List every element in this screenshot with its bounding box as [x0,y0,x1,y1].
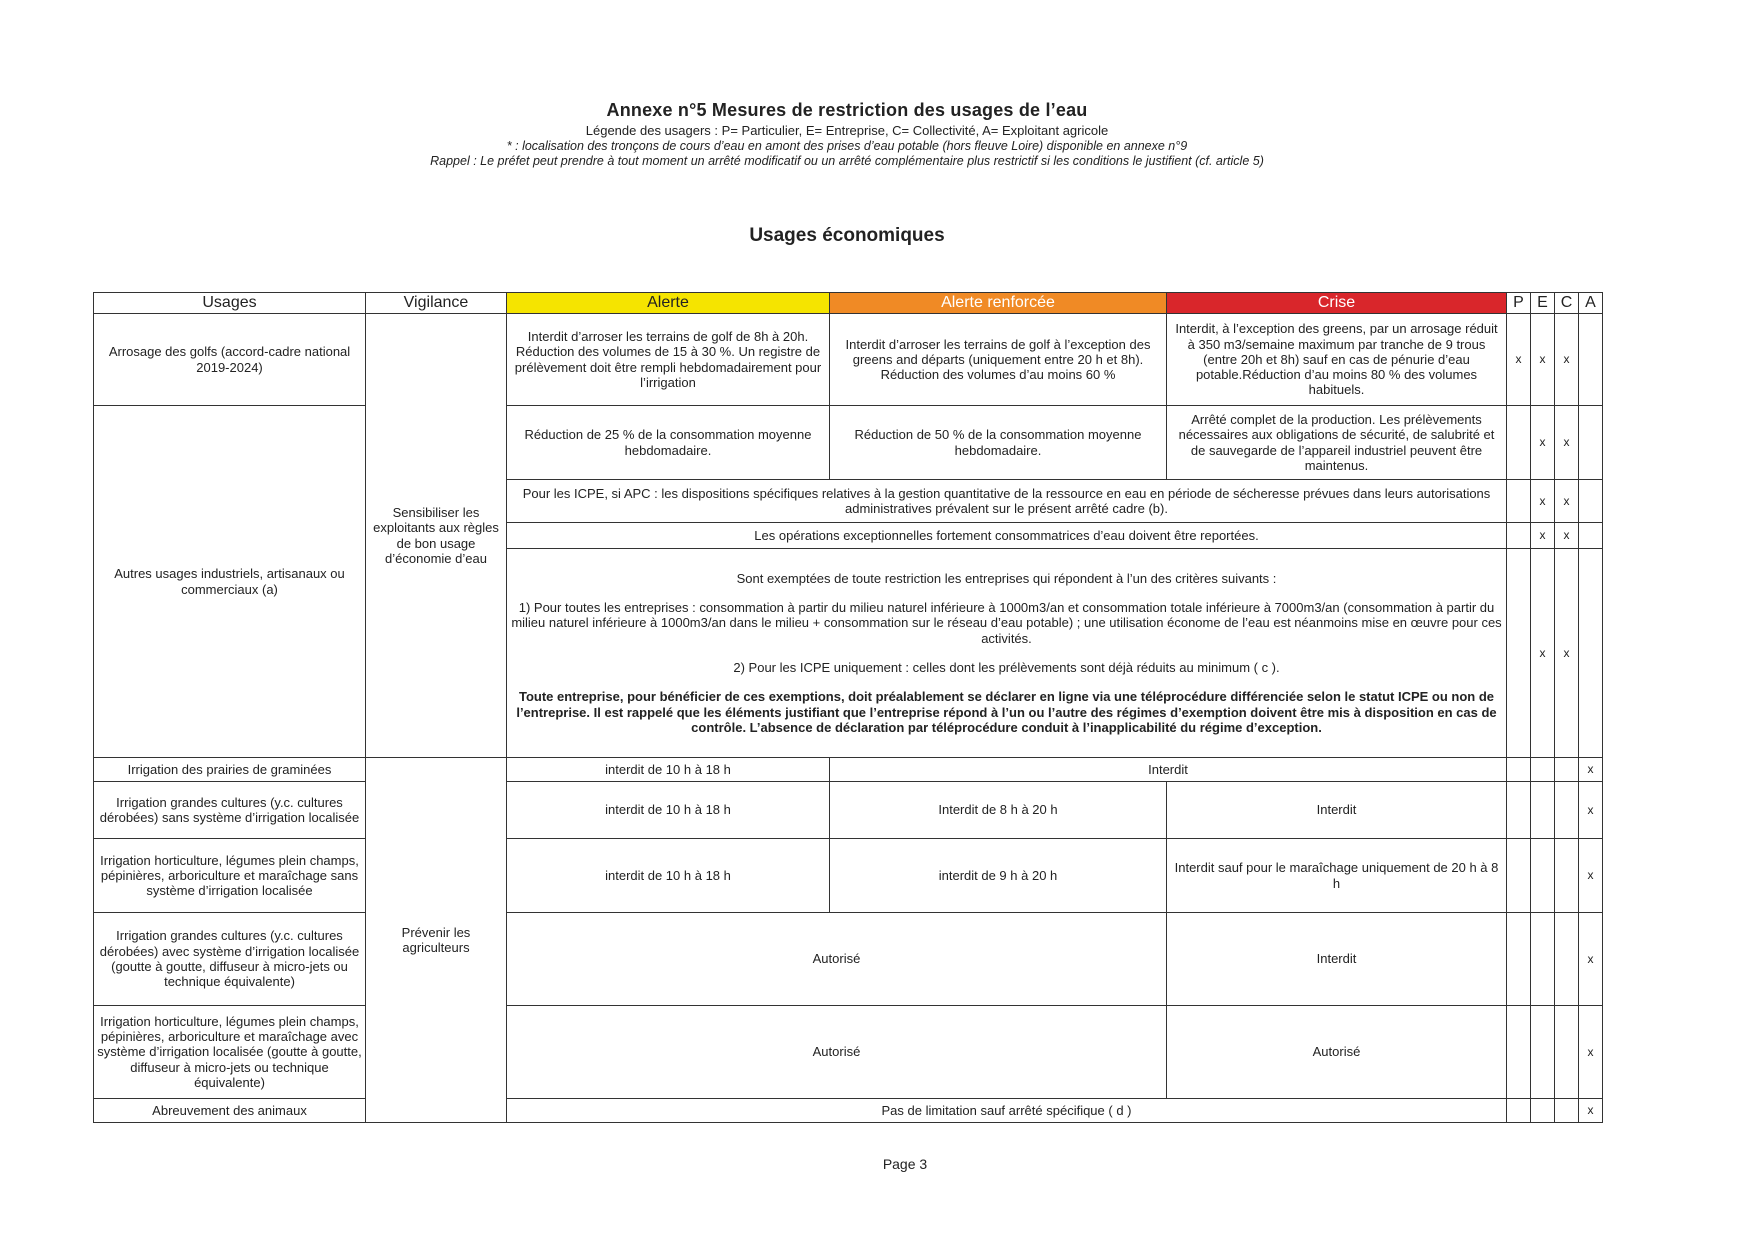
vigilance-agricole: Prévenir les agriculteurs [366,758,507,1123]
reportees-c: x [1555,523,1579,549]
horti-sans-alerte: interdit de 10 h à 18 h [507,839,830,913]
vigilance-industriel: Sensibiliser les exploitants aux règles de bon usage d’économie d’eau [366,314,507,758]
grandes-avec-crise: Interdit [1167,913,1507,1006]
golf-crise: Interdit, à l’exception des greens, par un arrosage réduit à 350 m3/semaine maximum par tranche de 9 trous (entre 20h et 8h) sauf en cas de pénurie d’eau potable.Réduction d’au moins 80 % des volumes habituels. [1167,314,1507,406]
header-crise: Crise [1167,293,1507,314]
header-vigilance: Vigilance [366,293,507,314]
usage-horti-avec: Irrigation horticulture, légumes plein champs, pépinières, arboriculture et maraîchage avec système d’irrigation localisée (goutte à goutte, diffuseur à micro-jets ou technique équivalente) [94,1006,366,1099]
exempt-bold: Toute entreprise, pour bénéficier de ces exemptions, doit préalablement se déclarer en ligne via une téléprocédure différenciée selon le statut ICPE ou non de l’entreprise. Il est rappelé que les éléments justifiant que l’entreprise répond à l’un ou l’autre des régimes d’exemption doivent être mis à disposition en cas de contrôle. L’absence de déclaration par téléprocédure conduit à l’inapplicabilité du régime d’exception. [516,689,1497,735]
abreuvement-a: x [1579,1099,1603,1123]
table-row [94,406,1603,480]
industriel-alerte: Réduction de 25 % de la consommation moyenne hebdomadaire. [507,406,830,480]
document-header [0,100,1694,168]
exempt-intro: Sont exemptées de toute restriction les entreprises qui répondent à l’un des critères suivants : [736,570,1277,586]
golf-a [1579,314,1603,406]
page-title: Annexe n°5 Mesures de restriction des usages de l’eau [606,100,1088,120]
industriel-renforcee: Réduction de 50 % de la consommation moyenne hebdomadaire. [830,406,1167,480]
golf-alerte: Interdit d’arroser les terrains de golf de 8h à 20h. Réduction des volumes de 15 à 30 %. Un registre de prélèvement doit être rempli hebdomadairement pour l’irrigation [507,314,830,406]
golf-c: x [1555,314,1579,406]
header-c: C [1555,293,1579,314]
page-number: Page 3 [882,1156,928,1172]
header-e: E [1531,293,1555,314]
header-usages: Usages [94,293,366,314]
legend-text: Légende des usagers : P= Particulier, E= Entreprise, C= Collectivité, A= Exploitant agricole [585,123,1109,138]
table-row [94,1006,1603,1099]
exempt-1: 1) Pour toutes les entreprises : consommation à partir du milieu naturel inférieure à 1000m3/an et consommation totale inférieure à 7000m3/an (consommation à partir du milieu naturel inférieure à 1000m3/an dans le milieu + consommation sur le réseau d’eau potable) ; une utilisation économe de l’eau est néanmoins mise en œuvre pour ces activités. [511,600,1502,646]
industriel-e: x [1531,406,1555,480]
header-p: P [1507,293,1531,314]
horti-avec-alerte-renforcee: Autorisé [507,1006,1167,1099]
table-row [94,758,1603,782]
table-row [94,913,1603,1006]
horti-avec-a: x [1579,1006,1603,1099]
industriel-crise: Arrêté complet de la production. Les prélèvements nécessaires aux obligations de sécurité, de salubrité et de sauvegarde de l’appareil industriel peuvent être maintenus. [1167,406,1507,480]
prairies-a: x [1579,758,1603,782]
grandes-avec-a: x [1579,913,1603,1006]
usage-golf: Arrosage des golfs (accord-cadre national 2019-2024) [94,314,366,406]
grandes-sans-crise: Interdit [1167,782,1507,839]
industriel-c: x [1555,406,1579,480]
header-a: A [1579,293,1603,314]
grandes-sans-a: x [1579,782,1603,839]
usage-industriel: Autres usages industriels, artisanaux ou commerciaux (a) [94,406,366,758]
table-row [94,782,1603,839]
abreuvement-all: Pas de limitation sauf arrêté spécifique ( d ) [507,1099,1507,1123]
golf-p: x [1507,314,1531,406]
usage-horti-sans: Irrigation horticulture, légumes plein champs, pépinières, arboriculture et maraîchage sans système d’irrigation localisée [94,839,366,913]
horti-sans-crise: Interdit sauf pour le maraîchage uniquement de 20 h à 8 h [1167,839,1507,913]
grandes-sans-alerte: interdit de 10 h à 18 h [507,782,830,839]
restrictions-table [93,292,1603,1123]
usage-prairies: Irrigation des prairies de graminées [94,758,366,782]
exempt-2: 2) Pour les ICPE uniquement : celles dont les prélèvements sont déjà réduits au minimum ( c ). [733,660,1280,675]
usage-grandes-avec: Irrigation grandes cultures (y.c. cultures dérobées) avec système d’irrigation localisée (goutte à goutte, diffuseur à micro-jets ou technique équivalente) [94,913,366,1006]
icpe-c: x [1555,480,1579,523]
reportees-e: x [1531,523,1555,549]
note-text: * : localisation des tronçons de cours d’eau en amont des prises d’eau potable (hors fleuve Loire) disponible en annexe n°9 [506,139,1188,153]
horti-sans-renforcee: interdit de 9 h à 20 h [830,839,1167,913]
icpe-e: x [1531,480,1555,523]
horti-sans-a: x [1579,839,1603,913]
usage-grandes-sans: Irrigation grandes cultures (y.c. cultures dérobées) sans système d’irrigation localisée [94,782,366,839]
industriel-reportees: Les opérations exceptionnelles fortement consommatrices d’eau doivent être reportées. [507,523,1507,549]
golf-renforcee: Interdit d’arroser les terrains de golf à l’exception des greens and départs (uniquement entre 20 h et 8h). Réduction des volumes d’au moins 60 % [830,314,1167,406]
prairies-alerte: interdit de 10 h à 18 h [507,758,830,782]
grandes-avec-alerte-renforcee: Autorisé [507,913,1167,1006]
horti-avec-crise: Autorisé [1167,1006,1507,1099]
header-alerte: Alerte [507,293,830,314]
header-alerte-renforcee: Alerte renforcée [830,293,1167,314]
golf-e: x [1531,314,1555,406]
exempt-c: x [1555,549,1579,758]
industriel-icpe: Pour les ICPE, si APC : les dispositions spécifiques relatives à la gestion quantitative de la ressource en eau en période de sécheresse prévues dans leurs autorisations administratives prévalent sur le présent arrêté cadre (b). [507,480,1507,523]
table-header-row [94,293,1603,314]
usage-abreuvement: Abreuvement des animaux [94,1099,366,1123]
rappel-text: Rappel : Le préfet peut prendre à tout moment un arrêté modificatif ou un arrêté complémentaire plus restrictif si les conditions le justifient (cf. article 5) [430,154,1264,168]
exempt-e: x [1531,549,1555,758]
table-row [94,839,1603,913]
table-row [94,1099,1603,1123]
grandes-sans-renforcee: Interdit de 8 h à 20 h [830,782,1167,839]
industriel-exemptions [507,549,1507,758]
table-row [94,314,1603,406]
prairies-renforcee-crise: Interdit [830,758,1507,782]
section-title: Usages économiques [749,225,945,246]
